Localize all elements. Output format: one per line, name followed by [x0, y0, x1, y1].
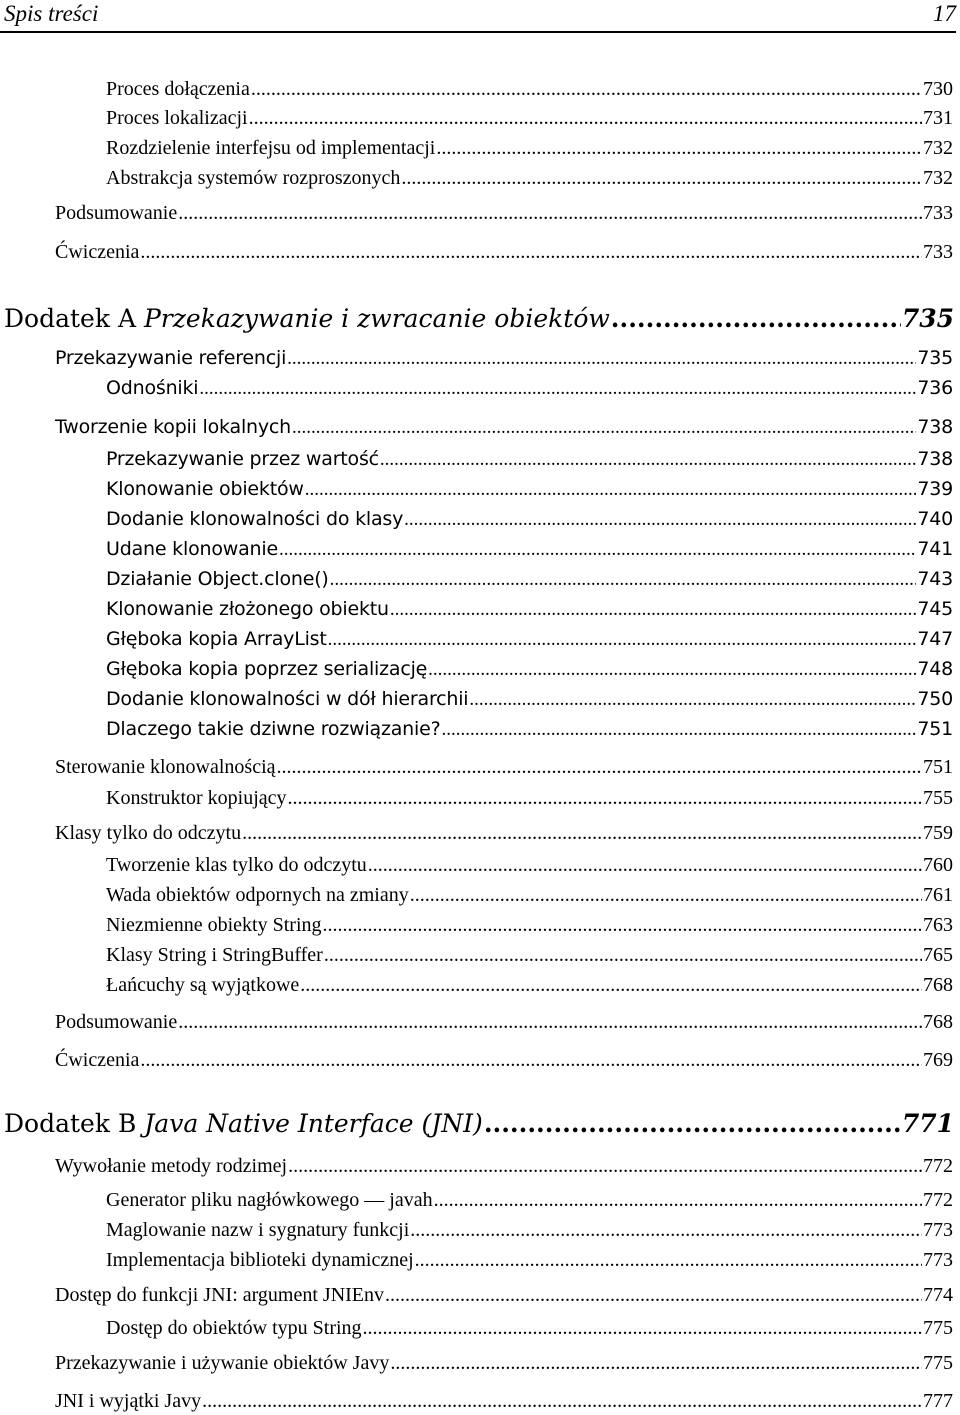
toc-entry[interactable]: [55, 414, 953, 440]
toc-entry[interactable]: [106, 476, 953, 502]
header-page-number: 17: [933, 1, 956, 26]
toc-entry-page: 750: [917, 688, 953, 710]
toc-entry-page: 747: [917, 628, 953, 650]
toc-leader-dots: [611, 303, 901, 335]
toc-entry-page: 743: [917, 568, 953, 590]
toc-entry-page: 773: [923, 1249, 953, 1271]
toc-entry-title: Dodanie klonowalności w dół hierarchii: [106, 688, 469, 710]
toc-entry[interactable]: [106, 1217, 953, 1243]
toc-entry[interactable]: [55, 754, 953, 780]
toc-leader-dots: [404, 506, 916, 532]
toc-entry-title: Klasy tylko do odczytu: [55, 822, 242, 844]
chapter-label: Dodatek A: [4, 304, 136, 333]
toc-entry[interactable]: [106, 882, 953, 908]
toc-leader-dots: [305, 476, 917, 502]
toc-entry-page: 772: [923, 1155, 953, 1177]
toc-entry-page: 768: [923, 974, 953, 996]
toc-entry-title: Rozdzielenie interfejsu od implementacji: [106, 137, 436, 159]
toc-leader-dots: [363, 1315, 922, 1341]
toc-entry[interactable]: [106, 785, 953, 811]
toc-entry[interactable]: [106, 165, 953, 191]
toc-entry[interactable]: [106, 972, 953, 998]
toc-entry-title: Tworzenie klas tylko do odczytu: [106, 854, 367, 876]
toc-entry-title: Działanie Object.clone(): [106, 568, 329, 590]
toc-leader-dots: [288, 785, 922, 811]
toc-entry[interactable]: [106, 1247, 953, 1273]
header-title: Spis treści: [4, 1, 99, 26]
toc-leader-dots: [324, 942, 922, 968]
toc-entry[interactable]: [106, 686, 953, 712]
toc-entry-page: 732: [923, 137, 953, 159]
toc-leader-dots: [242, 820, 922, 846]
chapter-label: Dodatek B: [4, 1109, 137, 1138]
toc-leader-dots: [288, 1153, 922, 1179]
toc-entry-title: Niezmienne obiekty String: [106, 914, 322, 936]
toc-entry[interactable]: [106, 912, 953, 938]
toc-entry-page: 774: [923, 1284, 953, 1306]
toc-entry-title: Udane klonowanie: [106, 538, 278, 560]
toc-entry-title: Wywołanie metody rodzimej: [55, 1155, 288, 1177]
toc-entry-title: Proces dołączenia: [106, 78, 250, 100]
toc-entry-page: 735: [917, 347, 953, 369]
toc-entry[interactable]: [55, 820, 953, 846]
toc-entry-title: Przekazywanie przez wartość: [106, 448, 379, 470]
toc-entry-title: Sterowanie klonowalnością: [55, 756, 276, 778]
toc-leader-dots: [249, 105, 922, 131]
toc-leader-dots: [300, 972, 922, 998]
toc-leader-dots: [368, 852, 922, 878]
toc-leader-dots: [428, 656, 916, 682]
toc-entry-page: 738: [917, 448, 953, 470]
toc-entry[interactable]: [55, 1009, 953, 1035]
toc-entry[interactable]: [55, 200, 953, 226]
toc-entry-title: Przekazywanie referencji: [55, 347, 287, 369]
toc-entry-page: 763: [923, 914, 953, 936]
toc-leader-dots: [178, 200, 922, 226]
toc-leader-dots: [401, 165, 922, 191]
toc-entry-page: 745: [917, 598, 953, 620]
toc-leader-dots: [484, 1108, 901, 1140]
toc-entry-title: Głęboka kopia poprzez serializację: [106, 658, 428, 680]
toc-entry[interactable]: [106, 446, 953, 472]
toc-leader-dots: [140, 1047, 922, 1073]
toc-leader-dots: [410, 882, 922, 908]
toc-entry-page: 732: [923, 167, 953, 189]
toc-entry[interactable]: [106, 135, 953, 161]
toc-entry-page: 741: [917, 538, 953, 560]
toc-entry[interactable]: [106, 76, 953, 102]
toc-entry-title: Dodanie klonowalności do klasy: [106, 508, 404, 530]
toc-entry-title: Konstruktor kopiujący: [106, 787, 287, 809]
toc-entry-title: Przekazywanie i używanie obiektów Javy: [55, 1352, 390, 1374]
toc-entry-page: 769: [923, 1049, 953, 1071]
toc-leader-dots: [390, 596, 916, 622]
toc-entry-page: 748: [917, 658, 953, 680]
toc-chapter-b[interactable]: [4, 1108, 954, 1140]
toc-entry[interactable]: [106, 566, 953, 592]
toc-entry-page: 739: [917, 478, 953, 500]
toc-entry[interactable]: [106, 536, 953, 562]
toc-entry-page: 751: [923, 756, 953, 778]
toc-entry-page: 733: [923, 202, 953, 224]
toc-chapter-a[interactable]: [4, 303, 954, 335]
toc-entry-page: 761: [923, 884, 953, 906]
toc-leader-dots: [199, 375, 916, 401]
toc-entry[interactable]: [55, 239, 953, 265]
toc-leader-dots: [436, 135, 922, 161]
toc-entry[interactable]: [106, 1315, 953, 1341]
toc-entry-title: Dostęp do funkcji JNI: argument JNIEnv: [55, 1284, 385, 1306]
toc-entry-title: JNI i wyjątki Javy: [55, 1390, 202, 1412]
toc-entry[interactable]: [106, 852, 953, 878]
toc-entry-title: Dostęp do obiektów typu String: [106, 1317, 362, 1339]
toc-leader-dots: [469, 686, 916, 712]
toc-entry-title: Klonowanie obiektów: [106, 478, 304, 500]
toc-entry-title: Wada obiektów odpornych na zmiany: [106, 884, 409, 906]
toc-entry[interactable]: [106, 506, 953, 532]
toc-leader-dots: [380, 446, 916, 472]
toc-entry-page: 755: [923, 787, 953, 809]
toc-leader-dots: [277, 754, 923, 780]
toc-entry[interactable]: [106, 375, 953, 401]
toc-entry-page: 738: [917, 416, 953, 438]
toc-leader-dots: [251, 76, 922, 102]
chapter-title: Java Native Interface (JNI): [144, 1109, 483, 1138]
toc-leader-dots: [434, 1187, 922, 1213]
toc-leader-dots: [415, 1247, 922, 1273]
toc-entry[interactable]: [106, 105, 953, 131]
toc-leader-dots: [328, 626, 917, 652]
toc-entry-page: 740: [917, 508, 953, 530]
toc-entry-page: 777: [923, 1390, 953, 1412]
toc-entry-page: 775: [923, 1352, 953, 1374]
toc-entry[interactable]: [106, 1187, 953, 1213]
toc-entry-page: 736: [917, 377, 953, 399]
toc-leader-dots: [390, 1350, 922, 1376]
toc-entry[interactable]: [55, 1388, 953, 1414]
toc-entry-title: Abstrakcja systemów rozproszonych: [106, 167, 401, 189]
toc-entry-title: Klonowanie złożonego obiektu: [106, 598, 389, 620]
toc-entry-title: Implementacja biblioteki dynamicznej: [106, 1249, 414, 1271]
toc-leader-dots: [330, 566, 917, 592]
toc-entry[interactable]: [106, 716, 953, 742]
toc-leader-dots: [385, 1282, 922, 1308]
toc-entry-title: Klasy String i StringBuffer: [106, 944, 323, 966]
toc-entry-page: 765: [923, 944, 953, 966]
toc-leader-dots: [178, 1009, 922, 1035]
toc-entry-page: 730: [923, 78, 953, 100]
toc-leader-dots: [292, 414, 916, 440]
toc-leader-dots: [140, 239, 922, 265]
toc-entry[interactable]: [106, 596, 953, 622]
toc-entry-title: Dlaczego takie dziwne rozwiązanie?: [106, 718, 441, 740]
toc-leader-dots: [410, 1217, 922, 1243]
toc-leader-dots: [287, 345, 916, 371]
toc-entry-page: 759: [923, 822, 953, 844]
toc-entry-title: Proces lokalizacji: [106, 107, 248, 129]
toc-entry-title: Głęboka kopia ArrayList: [106, 628, 327, 650]
chapter-page: 735: [901, 304, 954, 333]
toc-leader-dots: [202, 1388, 922, 1414]
toc-entry-title: Ćwiczenia: [55, 1049, 140, 1071]
toc-entry-page: 731: [923, 107, 953, 129]
toc-entry[interactable]: [55, 345, 953, 371]
toc-entry[interactable]: [55, 1282, 953, 1308]
toc-entry-page: 760: [923, 854, 953, 876]
toc-entry-title: Podsumowanie: [55, 202, 178, 224]
toc-entry-title: Łańcuchy są wyjątkowe: [106, 974, 300, 996]
toc-entry-title: Generator pliku nagłówkowego — javah: [106, 1189, 433, 1211]
toc-entry-title: Odnośniki: [106, 377, 199, 399]
toc-entry[interactable]: [106, 656, 953, 682]
toc-entry-page: 751: [917, 718, 953, 740]
toc-leader-dots: [441, 716, 916, 742]
toc-entry-page: 733: [923, 241, 953, 263]
toc-leader-dots: [323, 912, 922, 938]
toc-entry[interactable]: [55, 1153, 953, 1179]
chapter-page: 771: [901, 1109, 954, 1138]
toc-entry[interactable]: [106, 942, 953, 968]
toc-entry-title: Ćwiczenia: [55, 241, 140, 263]
toc-entry[interactable]: [55, 1047, 953, 1073]
toc-leader-dots: [279, 536, 916, 562]
toc-entry-title: Tworzenie kopii lokalnych: [55, 416, 292, 438]
toc-entry-title: Maglowanie nazw i sygnatury funkcji: [106, 1219, 410, 1241]
toc-entry-page: 772: [923, 1189, 953, 1211]
toc-entry[interactable]: [55, 1350, 953, 1376]
toc-entry-title: Podsumowanie: [55, 1011, 178, 1033]
toc-entry-page: 773: [923, 1219, 953, 1241]
toc-entry[interactable]: [106, 626, 953, 652]
chapter-title: Przekazywanie i zwracanie obiektów: [143, 304, 610, 333]
toc-entry-page: 768: [923, 1011, 953, 1033]
toc-entry-page: 775: [923, 1317, 953, 1339]
